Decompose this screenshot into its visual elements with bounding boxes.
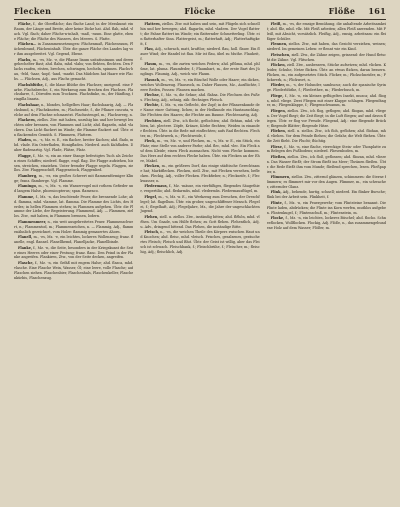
dictionary-entry — [14, 42, 133, 57]
dictionary-entry — [267, 53, 386, 63]
entry-definition: ziell. u. ziellos. Ztw., ich floh, geflohen; ahd. fliohan, mhd. vliehen. Vor dem Feinde fliehen; die Gefahr, die Welt fliehen. Übtr. die Zeit flieht. Die Flucht; flüchtig. — [266, 129, 386, 143]
entry-headword: Flasche, — [18, 260, 34, 265]
entry-definition: ziellos. Ztw., ich flog, geflogen; ahd. fliogan, mhd. vliegen. Der Vogel fliegt; die Zeit fliegt; in die Luft fliegen; auf und davon fliegen. Übtr. er flog vor Freude. Fliegend, Adj.: eine fliegende Brücke; fliegende Blätter; fliegende Hitze. — [266, 108, 386, 128]
column-middle — [140, 22, 259, 503]
entry-headword: Fladen, — [18, 138, 33, 143]
entry-headword: Fletschen, — [270, 52, 291, 57]
dictionary-entry — [14, 22, 133, 42]
entry-definition: f., Mz. -n, ein Gefäß mit engem Halse; ahd. flasca, mhd. vlasche. Eine Flasche Wein, Wasser, Öl; eine leere, volle Flasche; auf Flaschen ziehen. Flaschenbier, Flaschenhals, Flaschenkeller, Flaschenkürbis, Flaschenzug. — [14, 260, 134, 280]
entry-headword: Flink, — [270, 190, 282, 195]
entry-headword: Fledermaus, — [144, 184, 168, 189]
dictionary-entry — [267, 109, 386, 129]
entry-headword: Flimmern, — [270, 175, 291, 180]
entry-headword: Fliehen, — [270, 129, 287, 134]
entry-definition: ziell. u. ziellos. Ztw., inständig bitten; ahd. flêhôn, mhd. vlêhen. Um Gnade, um Hülfe flehen; zu Gott flehen. Flehentlich, Adj. u. Adv., dringend bittend. Das Flehen, die inständige Bitte. — [140, 214, 260, 229]
entry-definition: m., -es, Mz. -e, die Pflanze linum usitatissimum und deren gehechelter Bast; ahd. flahs, mhd. vlahs; von flehten, flechten. Den Flachs raufen, rösten, brechen, schwingen, hecheln, spinnen. Flachs-bau, -feld, -haar, -kopf, -land, -markt. Das Mädchen hat Haare wie Flachs. — Flächsen, Adj., aus Flachs gemacht. — [14, 57, 134, 82]
entry-definition: n., ein weit ausgebreitetes Feuer. Flammenschwert, n.; Flammentod, m.; Flammenzeichen, n. — Flammig, Adj., flammenähnlich gezeichnet, vom Holze: flammig gemasertes Ahorn. — [14, 219, 134, 234]
entry-definition: f., Mz. -n, eine flache, viereckige Stein- oder Thonplatte zum Belegen des Fußbodens; niederd. Fliesenboden, m. — [266, 144, 386, 154]
entry-headword: Flaum, — [144, 62, 158, 67]
entry-definition: f., Mz. -mäuse, ein vierfüßiges, fliegendes Säugethier, vespertilio; ahd. fledarmûs, mhd. vledermûs. Fledermausflügel, m. — [140, 184, 260, 194]
entry-definition: m., -es, Mz. -e, ein Büschel Wolle oder Haare; ein dickes, weiches Wollenzeug. Flausrock, m. Daher Flausen, Mz., Ausflüchte, leere Reden, Possen: Flausen machen. — [140, 77, 260, 92]
entry-headword: Flachshaar, — [18, 102, 40, 107]
header-left-word: Flecken — [14, 6, 52, 16]
entry-headword: Flecken, — [144, 164, 161, 169]
entry-headword: Fleisch, — [144, 230, 160, 235]
entry-headword: Flattern, — [144, 22, 161, 26]
entry-headword: Fliese, — [270, 144, 284, 149]
dictionary-entry — [140, 184, 259, 194]
dictionary-entry — [140, 230, 259, 255]
entry-headword: Flocke, — [270, 216, 285, 221]
entry-definition: m., -s, Mz. w. E., ein Werkzeug zum Dreschen, der Dreschflegel; lat. flagellum. Übtr. ein grober, ungeschliffener Mensch. Flegelei, f.; flegelhaft, Adj.; Flegeljahre, Mz., die Jahre der ungeschlachten Jugend. — [140, 194, 260, 214]
entry-headword: Flamme, — [18, 194, 35, 199]
dictionary-entry — [267, 22, 386, 42]
dictionary-entry — [267, 175, 386, 190]
entry-headword: Fläche, — [18, 22, 32, 26]
entry-headword: Flackern, — [18, 118, 36, 123]
entry-headword: Flieder, — [270, 83, 286, 88]
dictionary-entry — [14, 246, 133, 261]
entry-headword: Flanke, — [18, 245, 33, 250]
entry-definition: m., -es, die zarten weichen Federn; ahd. pflûma, mhd. phlûme, lat. pluma. Flaumfeder, f.; Flaumbart, m., der erste Bart des Jünglings. Flaumig, Adj., weich wie Flaum. — [140, 62, 260, 77]
entry-headword: Fliegen, — [270, 108, 286, 113]
dictionary-entry — [14, 261, 133, 281]
entry-definition: f., Mz. -n, ein leichtes, lockeres Büschel; ahd. flocho. Schneeflocken, Wollflocken. Flockig, Adj. Flöße, n., das zusammengebundene Holz auf dem Wasser; Flößer, m. — [266, 216, 386, 230]
entry-headword: Flechse, — [144, 93, 160, 98]
entry-headword: Fliege, — [270, 93, 284, 98]
entry-headword: Fließen, — [270, 154, 287, 159]
entry-definition: f., Mz. -n, ein kleines geflügeltes Insekt, musca; ahd. flioga, mhd. vliege. Zwei Fliegen mit einer Klappe schlagen. Fliegenfänger, m.; Fliegenklappe, f.; Fliegenschwamm, m. — [266, 93, 386, 108]
entry-definition: ziellos. Ztw., ich floß, geflossen; ahd. fliozan, mhd. vliezen. Das Wasser fließt; der Strom fließt ins Meer; Thränen fließen. Übtr. die Rede fließt ihm vom Munde; fließend sprechen, lesen. Fließpapier, n. — [266, 154, 386, 174]
entry-definition: ziell. Ztw., die Zähne zeigen, grinsend: der Hund fletscht die Zähne. Vgl. Flitschen. — [266, 52, 386, 62]
dictionary-entry — [14, 103, 133, 118]
entry-definition: ziellos. Ztw. mit haben, unruhig hin und her bewegt leuchten oder brennen, von Flammen und Licht; ahd. flagarôn, mhd. vlackern. Das Licht flackert im Winde; die Flamme flackert auf. Übtr. ein flackerndes Gemüth. S. Flimmern, Flattern. — [14, 118, 134, 137]
header-right-group — [329, 6, 386, 16]
dictionary-entry — [14, 220, 133, 235]
dictionary-entry — [140, 62, 259, 77]
dictionary-entry — [140, 164, 259, 184]
entry-headword: Flanell, — [18, 235, 33, 240]
dictionary-entry — [14, 138, 133, 153]
entry-definition: m., -s, Mz. -s, ein Wasservogel mit rothem Gefieder und langem Halse, phoenicopterus; span. flamenco. — [14, 184, 134, 194]
dictionary-entry — [14, 154, 133, 174]
dictionary-entry — [14, 58, 133, 83]
dictionary-entry — [267, 94, 386, 109]
page-number: 161 — [368, 6, 386, 16]
entry-headword: Flegel, — [144, 194, 158, 199]
dictionary-entry — [267, 145, 386, 155]
entry-definition: ziellos. Ztw., zitternd glänzen, schimmern: die Sterne flimmern; es flimmert mir vor den Augen. Flimmer, m., ein schwacher, zitternder Glanz. — [266, 175, 386, 189]
entry-headword: Flausch, — [144, 77, 161, 82]
dictionary-entry — [14, 174, 133, 184]
dictionary-entry — [14, 235, 133, 245]
entry-definition: m., -es, ein großes Schwert mit flammenförmiger Klinge; franz. flamberge. Vgl. Flamme. — [14, 173, 134, 183]
entry-definition: f., die blaue Blüthe des Flachses; uneigentl. eine Farbe. Flachsbreche, f., ein Werkzeug zum Brechen des Flachses. Flachsdarre, f., Dörrofen zum Trocknen. Flachsfinke, m., der Hänfling, fringilla linaria. — [14, 82, 134, 102]
dictionary-entry — [267, 63, 386, 83]
entry-definition: ziellos. Ztw., mit haben, das Gesicht verziehen, weinen; niederd. Im gemeinen Leben: er flennt wie ein Kind. — [266, 42, 386, 52]
dictionary-entry — [140, 119, 259, 139]
entry-headword: Flammenmeer, — [18, 219, 47, 224]
running-header — [14, 6, 386, 20]
entry-definition: Adj., schwach, matt, kraftlos; niederd. flau, holl. flauw. Ein flauer Wind; der Handel ist flau. Mir ist flau, übel zu Muthe. Flauheit, f. — [140, 47, 260, 61]
header-center-word: Flöcke — [184, 6, 216, 16]
column-right — [267, 22, 386, 503]
entry-definition: f., die Oberfläche; das flache Land; in der Messkunst ein Raum, der Länge und Breite, aber keine Dicke hat. Ahd. flah, mhd. vlach. Vgl. flach; daher Fläche-n-inhalt, -maß, -raum. Eine glatte, ebene Fläche; die Fläche des Wassers, des Meeres. S. Platte. — [14, 22, 134, 41]
text-columns — [14, 22, 386, 503]
entry-definition: m., -s, der Holunder, sambucus; auch die spanische Syringe. Fliederblüthe, f.; Fliederthee, m.; Fliederbusch, m. — [266, 83, 386, 93]
entry-headword: Flachs, — [18, 57, 32, 62]
dictionary-entry — [14, 184, 133, 194]
column-left — [14, 22, 133, 503]
entry-headword: Flicken, — [270, 63, 286, 68]
dictionary-entry — [267, 190, 386, 200]
header-rule — [14, 19, 386, 20]
dictionary-entry — [267, 42, 386, 52]
entry-definition: m., ein größeres Dorf, das einige städtische Gerechtsame hat; Marktflecken. Flecken, ziell. Ztw., mit Flecken versehen, beflecken. Fleckig, Adj., voller Flecken. Fleckfieber, n.; Fleckseife, f.; Fleckwasser, n. — [140, 164, 260, 183]
dictionary-entry — [14, 83, 133, 103]
dictionary-entry — [140, 103, 259, 118]
entry-definition: in Zusammensetzungen: Flächenmaß, Flächenraum, Flächenbrand, Flächeninhalt. Übtr. die ganze Fläche des Landes lag vor ihm ausgebreitet. Vgl. Gegend, Ebene. — [14, 42, 134, 57]
dictionary-entry — [14, 118, 133, 138]
dictionary-entry — [140, 139, 259, 164]
entry-definition: f., Mz. -n, ein Feuergewehr; vom Flintsteine benannt. Die Flinte laden, abdrücken; die Flinte ins Korn werfen, muthlos aufgeben. Flintenkugel, f.; Flintenschuß, m.; Flintenstein, m. — [266, 200, 386, 215]
dictionary-entry — [140, 195, 259, 215]
entry-definition: ziell. Ztw., ich flocht, geflochten; ahd. flehtan, mhd. vlehten, lat. plectere. Zöpfe, Kränze, Körbe flechten; Weiden in einander flechten. Übtr. in die Rede mit einflechten; aufs Rad flechten. Flechter, m.; Flechtwerk, n.; Flechtweide, f. — [140, 118, 260, 138]
dictionary-entry — [267, 129, 386, 144]
entry-definition: f., Mz. -n, das leuchtende Feuer, die brennende Lohe; ahd. flamma, mhd. vlamme, lat. flamma. Die Flamme des Lichts, des Herdes; in hellen Flammen stehen; in Flammen aufgehen. Übtr. die Flamme der Liebe, der Begeisterung. Flammend, Adj. — Flammen, ziellos. Ztw., mit haben, in Flammen brennen, lodern. — [14, 194, 134, 219]
entry-definition: m., -es, Mz. -e, ein leichtes, lockeres Wollenzeug; franz. flanelle, engl. flannel. Flanellhemd, Flanelljacke, Flanellbinde. — [14, 235, 134, 245]
entry-headword: Flechten, — [144, 118, 163, 123]
dictionary-entry — [14, 195, 133, 220]
entry-definition: f., Mz. -n, die Seite, besonders in der Kriegskunst die Seite eines Heeres oder einer Festung; franz. flanc. Den Feind in der Flanke angreifen. Flankiren, Ztw., von der Seite decken, angreifen. — [14, 245, 134, 260]
entry-headword: Flennen, — [270, 42, 288, 47]
entry-definition: ziellos. Ztw. mit haben und sein, mit Flügeln sich schnell hin und her bewegen; ahd. flagarôn, mhd. vladern. Der Vogel flattert; die Fahne flattert im Winde; ein flatternder Schmetterling. Übtr. ein flatterhafter Sinn. Flattergeist, m.; flatterhaft, Adj.; Flatterhaftigkeit, f. — [140, 22, 260, 46]
entry-headword: Flinte, — [270, 200, 284, 205]
entry-headword: Flachsblüthe, — [18, 82, 44, 87]
entry-definition: ziell. Ztw., ausbessern, Stücke aufsetzen; mhd. vlicken. Kleider, Schuhe, Netze flicken. Übtr. an etwas flicken, daran bessern. Flicken, m., ein aufgesetztes Stück. Flicker, m.; Flickschneider, m.; Flickwerk, n.; Flickwort, n. — [266, 63, 386, 82]
dictionary-entry — [267, 216, 386, 231]
dictionary-entry — [267, 155, 386, 175]
dictionary-entry — [140, 22, 259, 47]
entry-definition: f., Mz. -n, ein Geflecht, der Zopf; in der Pflanzenkunde der Name einer Gattung, lichen; in der Heilkunde ein Hautausschlag. Die Flechten des Haares; die Flechte am Baume. Flechtenartig, Adj. — [140, 103, 260, 118]
entry-definition: f., Mz. -n, ein an einer Stange befestigtes Tuch als Zeichen eines Schiffes; niederd. flagge, engl. flag. Die Flagge aufziehen, hissen, streichen, einziehen. Unter fremder Flagge segeln. Flaggen, ziellos. Ztw. Flaggenschiff, Flaggenstock, Flaggenlied. — [14, 153, 134, 173]
entry-definition: m., -es, die emsige Bemühung, die anhaltende Arbeitsamkeit; ahd. flîz, mhd. vlîz. Mit Fleiß arbeiten; allen Fleiß anwenden. Mit Fleiß, mit Absicht, vorsätzlich. Fleißig, Adj., emsig, arbeitsam: ein fleißiger Schüler. — [266, 22, 386, 41]
entry-headword: Flau, — [144, 47, 154, 52]
header-right-word: Flöße — [328, 6, 356, 16]
dictionary-entry — [140, 78, 259, 93]
entry-definition: n., blondes, hellgelbes Haar; flachshaarig, Adj. — Flachsbund, n.; Flachsknoten, m.; Flachsseide, f., die Pflanze cuscuta, welche auf dem Flachse schmarotzt. Flachsstengel, m.; Flachswerg, n. — [14, 102, 134, 117]
entry-definition: n., -es, die weichen Theile des Körpers zwischen Haut und Knochen; ahd. fleisc, mhd. vleisch. Frisches, gesalzenes, geräuchertes Fleisch; Fleisch und Blut. Übtr. der Geist ist willig, aber das Fleisch ist schwach. Fleischbank, f.; Fleischbrühe, f.; Fleischer, m.; fleischig, Adj.; fleischlich, Adj. — [140, 230, 260, 254]
entry-headword: Flechte, — [144, 103, 160, 108]
entry-headword: Flächen… — [18, 42, 37, 47]
entry-headword: Flagge, — [18, 153, 32, 158]
entry-definition: Adj., behende, hurtig, schnell; niederd. Ein flinker Bursche; flink bei der Arbeit sein. Flinkheit, f. — [266, 190, 386, 200]
entry-headword: Fleck, — [144, 139, 156, 143]
entry-headword: Flehen, — [144, 214, 159, 219]
dictionary-entry — [267, 201, 386, 216]
dictionary-entry — [140, 47, 259, 62]
entry-definition: m., -s, Mz. w. E., ein flacher, breiter Kuchen; ahd. flado, mhd. vlade. Ein Osterfladen, Honigfladen. Niederd. auch Kuhfladen. Daher fladenartig. Vgl. Flade, Plätze, Platz. — [14, 138, 134, 153]
dictionary-entry — [140, 93, 259, 103]
dictionary-entry — [267, 83, 386, 93]
entry-headword: Flamberg, — [18, 173, 38, 178]
entry-definition: m., -es, Mz. -e, und Flecken, m., -s, Mz. w. E., ein Stück, ein Platz; eine Stelle von anderer Farbe; ahd. flec, mhd. vlec. Ein Fleck auf dem Kleide; einen Fleck ausmachen. Nicht vom Flecke kommen. Das Herz auf dem rechten Flecke haben. Übtr. ein Flecken an der Ehre, Makel. — [140, 139, 260, 163]
entry-headword: Flamingo, — [18, 184, 38, 189]
entry-definition: f., Mz. -n, die Sehne; ahd. flahsa. Die Flechsen des Fußes. Flechsig, Adj., sehnig, zäh: flechsiges Fleisch. — [140, 93, 260, 102]
entry-headword: Fleiß, — [270, 22, 282, 26]
dictionary-entry — [140, 215, 259, 230]
